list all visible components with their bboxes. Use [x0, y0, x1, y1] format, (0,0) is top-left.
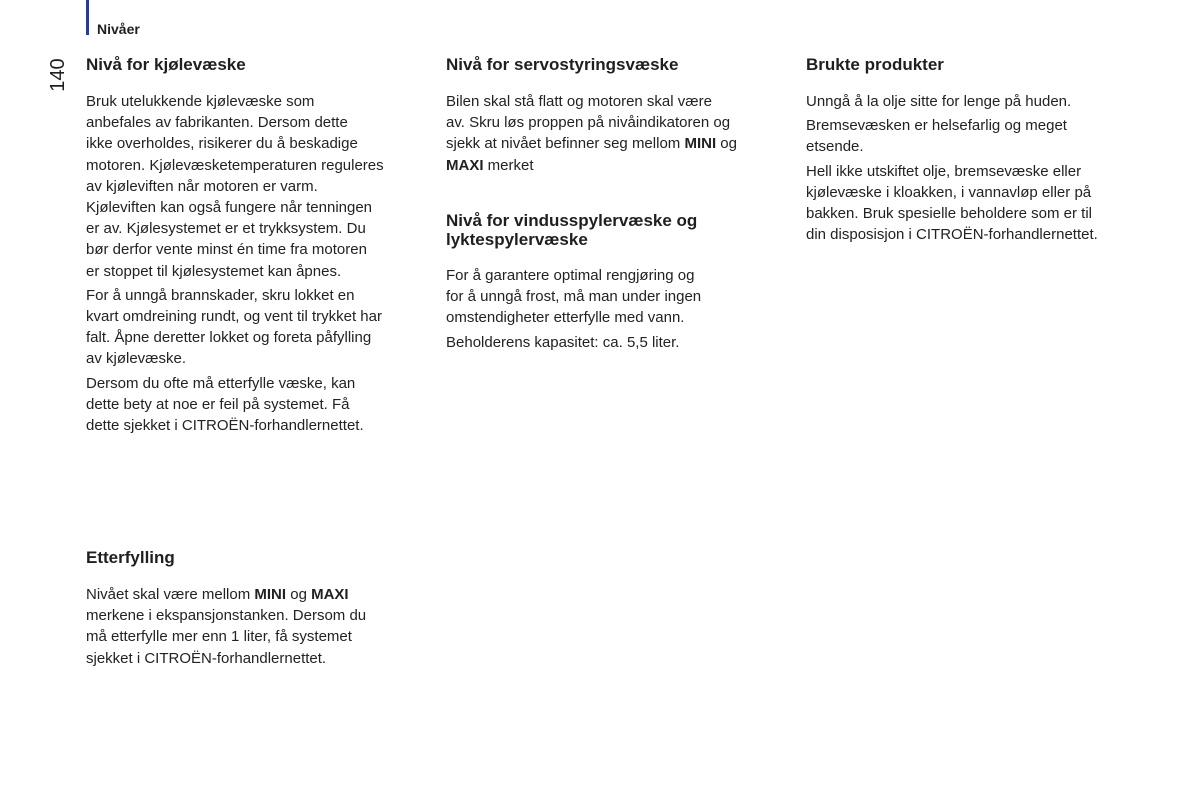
- used-products-section: [806, 55, 1151, 245]
- coolant-section: [86, 55, 431, 436]
- refill-section: [86, 548, 431, 669]
- steering-section: [446, 55, 791, 176]
- coolant-heading: Nivå for kjølevæske: [86, 55, 246, 74]
- page-number: 140: [47, 58, 69, 92]
- refill-heading: Etterfylling: [86, 548, 175, 567]
- washer-section: [446, 211, 791, 353]
- coolant-paragraph-2: For å unngå brannskader, skru lokket en kvart omdreining rundt, og vent til trykket har falt. Åpne deretter lokket og foreta påfylling av kjølevæske.: [86, 286, 382, 368]
- washer-paragraph-1: For å garantere optimal rengjøring og for å unngå frost, må man under ingen omstendigheter etterfylle med vann.: [446, 267, 702, 327]
- used-products-paragraph-1: Unngå å la olje sitte for lenge på huden.: [806, 93, 1072, 110]
- refill-paragraph: Nivået skal være mellom MINI og MAXI merkene i ekspansjonstanken. Dersom du må etterfylle mer enn 1 liter, få systemet sjekket i CITROËN-forhandlernettet.: [86, 586, 367, 667]
- steering-paragraph: Bilen skal stå flatt og motoren skal være av. Skru løs proppen på nivåindikatoren og sjekk at nivået befinner seg mellom MINI og MAXI merket: [446, 93, 737, 174]
- washer-heading: Nivå for vindusspylervæske og lyktespylervæske: [446, 211, 698, 249]
- steering-heading: Nivå for servostyringsvæske: [446, 55, 679, 74]
- washer-paragraph-2: Beholderens kapasitet: ca. 5,5 liter.: [446, 333, 680, 351]
- used-products-heading: Brukte produkter: [806, 55, 944, 74]
- coolant-paragraph-3: Dersom du ofte må etterfylle væske, kan dette bety at noe er feil på systemet. Få dette sjekket i CITROËN-forhandlernettet.: [86, 374, 364, 435]
- used-products-paragraph-3: Hell ikke utskiftet olje, bremsevæske eller kjølevæske i kloakken, i vannavløp eller på bakken. Bruk spesielle beholdere som er til din disposisjon i CITROËN-forhandlernettet.: [806, 162, 1098, 244]
- section-title: Nivåer: [97, 21, 140, 37]
- used-products-paragraph-2: Bremsevæsken er helsefarlig og meget etsende.: [806, 117, 1067, 156]
- coolant-paragraph-1: Bruk utelukkende kjølevæske som anbefales av fabrikanten. Dersom dette ikke overholdes, risikerer du å beskadige motoren. Kjølevæsketemperaturen reguleres av kjøleviften når motoren er varm. Kjøleviften kan også fungere når tenningen er av. Kjølesystemet er et trykksystem. Du bør derfor vente minst én time fra motoren er stoppet til kjølesystemet kan åpnes.: [86, 93, 384, 280]
- section-accent-bar: [86, 0, 89, 35]
